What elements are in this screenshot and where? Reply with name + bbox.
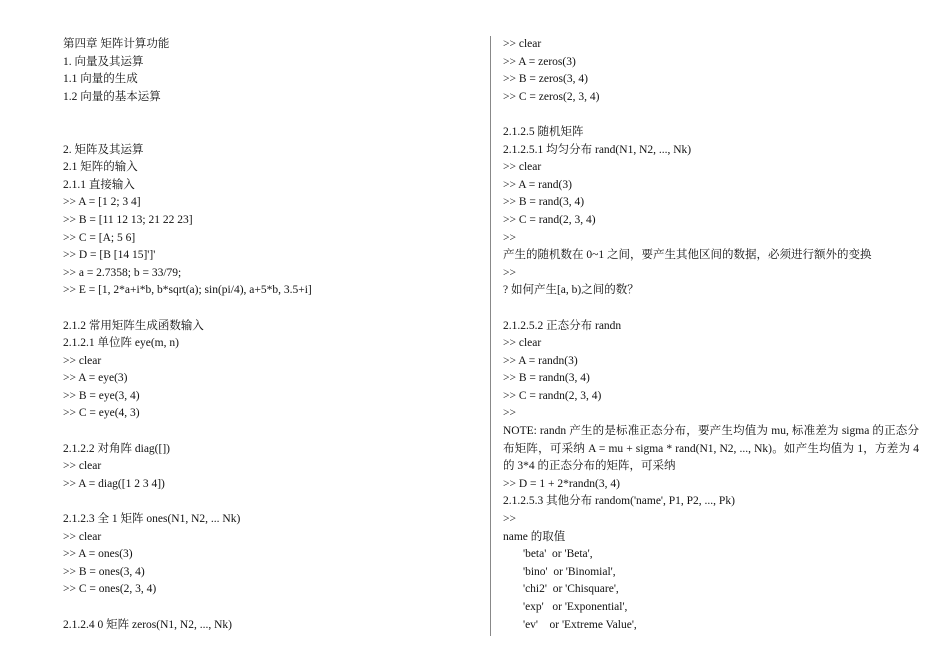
name-value-item: 'ev' or 'Extreme Value', — [523, 618, 637, 631]
chapter-title: 第四章 矩阵计算功能 — [63, 38, 170, 50]
subsection-heading: 2.1.2 常用矩阵生成函数输入 — [63, 319, 204, 332]
code-line: >> B = ones(3, 4) — [63, 565, 145, 578]
subsection-heading: 2.1.2.3 全 1 矩阵 ones(N1, N2, ... Nk) — [63, 513, 241, 526]
blank-line — [63, 423, 473, 441]
subsection-heading: 2.1.2.5 随机矩阵 — [503, 125, 584, 138]
column-divider — [490, 36, 491, 636]
code-line: >> B = [11 12 13; 21 22 23] — [63, 213, 193, 226]
code-line: >> — [503, 513, 516, 526]
code-line: >> C = zeros(2, 3, 4) — [503, 90, 600, 103]
code-line: >> C = ones(2, 3, 4) — [63, 583, 157, 596]
code-line: >> E = [1, 2*a+i*b, b*sqrt(a); sin(pi/4), a+5*b, 3.5+i] — [63, 284, 312, 297]
code-line: >> B = rand(3, 4) — [503, 196, 585, 209]
code-line: >> clear — [503, 337, 542, 350]
subsection-heading: 2.1.2.2 对角阵 diag([]) — [63, 442, 170, 455]
code-line: >> B = eye(3, 4) — [63, 389, 140, 402]
code-line: >> D = 1 + 2*randn(3, 4) — [503, 477, 620, 490]
name-value-item: 'bino' or 'Binomial', — [523, 565, 616, 578]
blank-line — [503, 106, 919, 124]
code-line: >> A = eye(3) — [63, 372, 128, 385]
code-line: >> clear — [503, 38, 542, 50]
code-line: >> clear — [63, 530, 102, 543]
section-heading: 2. 矩阵及其运算 — [63, 143, 144, 156]
section-heading: 1. 向量及其运算 — [63, 55, 144, 68]
blank-line — [503, 300, 919, 318]
code-line: >> clear — [63, 354, 102, 367]
code-line: >> B = zeros(3, 4) — [503, 73, 588, 86]
code-line: >> A = rand(3) — [503, 178, 572, 191]
code-line: >> A = zeros(3) — [503, 55, 576, 68]
code-line: >> A = ones(3) — [63, 548, 133, 561]
subsection-heading: 2.1.1 直接输入 — [63, 178, 135, 191]
body-text: 产生的随机数在 0~1 之间，要产生其他区间的数据，必须进行额外的变换 — [503, 249, 872, 262]
blank-line — [63, 493, 473, 511]
code-line: >> — [503, 231, 516, 244]
code-line: >> a = 2.7358; b = 33/79; — [63, 266, 182, 279]
code-line: >> — [503, 407, 516, 420]
name-value-item: 'chi2' or 'Chisquare', — [523, 583, 619, 596]
code-line: >> B = randn(3, 4) — [503, 372, 590, 385]
code-line: >> clear — [503, 161, 542, 174]
code-line: >> C = [A; 5 6] — [63, 231, 136, 244]
right-column — [503, 36, 919, 634]
code-line: >> C = rand(2, 3, 4) — [503, 213, 596, 226]
code-line: >> C = randn(2, 3, 4) — [503, 389, 602, 402]
body-text: ? 如何产生[a, b)之间的数？ — [503, 284, 639, 297]
code-line: >> clear — [63, 460, 102, 473]
code-line: >> — [503, 266, 516, 279]
left-column — [63, 36, 473, 634]
subsection-heading: 2.1.2.5.2 正态分布 randn — [503, 319, 622, 332]
note-paragraph: NOTE: randn 产生的是标准正态分布，要产生均值为 mu, 标准差为 sigma 的正态分布矩阵，可采纳 A = mu + sigma * rand(N1, N2, ..., Nk)。如产生均值为 1，方差为 4 的 3*4 的正态分布的矩阵，可采纳 — [503, 425, 919, 473]
subsection-heading: 2.1.2.4 0 矩阵 zeros(N1, N2, ..., Nk) — [63, 618, 232, 631]
code-line: >> D = [B [14 15]']' — [63, 249, 156, 262]
subsection-heading: 1.2 向量的基本运算 — [63, 90, 161, 103]
code-line: >> C = eye(4, 3) — [63, 407, 140, 420]
code-line: >> A = randn(3) — [503, 354, 578, 367]
name-value-item: 'exp' or 'Exponential', — [523, 601, 628, 613]
code-line: >> A = [1 2; 3 4] — [63, 196, 141, 209]
subsection-heading: 2.1 矩阵的输入 — [63, 161, 138, 174]
blank-line — [63, 106, 473, 124]
body-text: name 的取值 — [503, 530, 566, 543]
blank-line — [63, 599, 473, 617]
subsection-heading: 1.1 向量的生成 — [63, 73, 138, 86]
blank-line — [63, 300, 473, 318]
blank-line — [63, 124, 473, 142]
name-value-item: 'beta' or 'Beta', — [523, 548, 593, 561]
subsection-heading: 2.1.2.1 单位阵 eye(m, n) — [63, 337, 179, 350]
code-line: >> A = diag([1 2 3 4]) — [63, 477, 165, 490]
subsection-heading: 2.1.2.5.3 其他分布 random('name', P1, P2, ..., Pk) — [503, 495, 735, 508]
subsection-heading: 2.1.2.5.1 均匀分布 rand(N1, N2, ..., Nk) — [503, 143, 692, 156]
